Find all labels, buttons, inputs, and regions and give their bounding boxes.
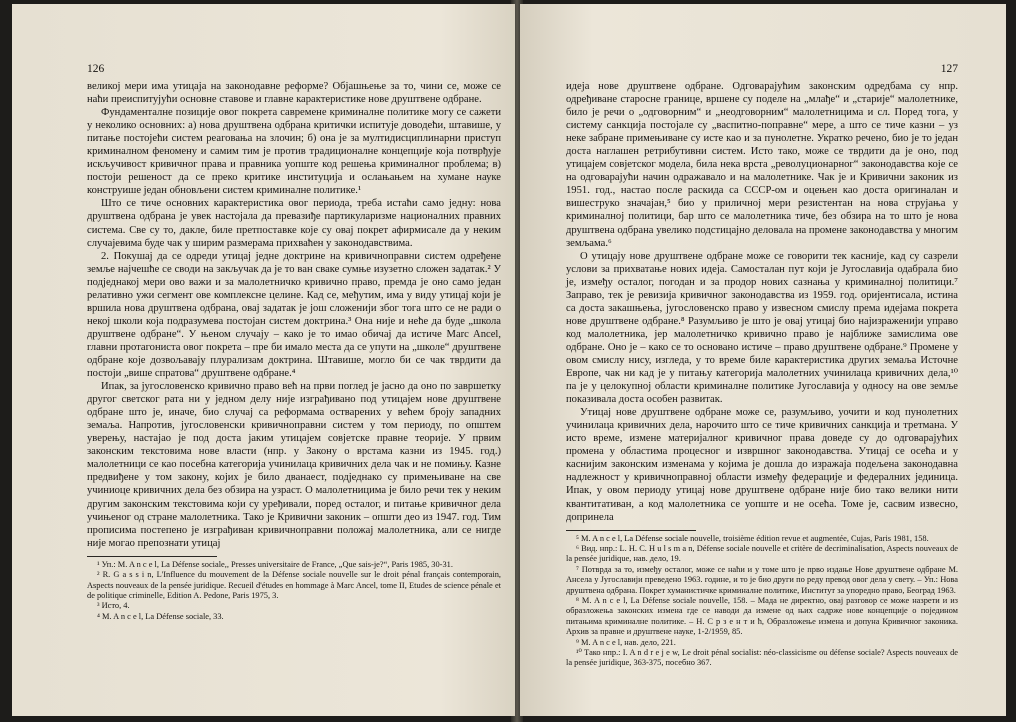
footnote: ⁵ M. A n c e l, La Défense sociale nouvelle, troisième édition revue et augmentée, Cujas, Paris 1981, 158. <box>576 533 929 543</box>
footnote: ⁸ M. A n c e l, La Défense sociale nouvelle, 158. – Мада не директно, овај разговор се може назрети и из образложења законских измена где се наводи да измене од њих садрже нове концепције о поједином питањима криминалне политике. – Н. С р з е н т и ћ, Образложење измена и допуна Кривичног законика. Архив за правне и друштвене науке, 1-2/1959, 85. <box>566 596 958 637</box>
footnote: ¹⁰ Тако нпр.: I. A n d r e j e w, Le droit pénal socialist: néo-classicisme ou défense sociale? Aspects nouveaux de la pensée juridique, 363-375, посебно 367. <box>566 648 958 668</box>
footnote: ² R. G a s s i n, L'Influence du mouvement de la Défense sociale nouvelle sur le droit pénal français contemporain, Aspects nouveaux de la pensée juridique. Recueil d'études en hommage à Marc Ancel, tome II, Etudes de science pénale et de politique criminelle, Edition A. Pedone, Paris 1975, 3. <box>87 570 501 600</box>
paragraph: О утицају нове друштвене одбране може се говорити тек касније, кад су сазрели услови за прихватање нових идеја. Самосталан пут који је Југославија одабрала био је, између осталог, погодан и за продор нових сазнања у криминалној политици.⁷ Заправо, тек је ревизија кривичног законодавства из 1959. год. оријентисала, истина са доста закашњења, југословенско право у извесном смислу према идејама покрета нове друштвене одбране.⁸ Разумљиво је што је овај утицај био најизраженији управо код малолетника, јер малолетничко кривично право је најближе замислима ове одбране. Оно је – како се то основано истиче – право друштвене одбране.⁹ Промене у овом смислу нису, изгледа, у то време биле карактеристика других земаља Источне Европе, чак ни кад је у питању категорија малолетних учинилаца кривичних дела,¹⁰ па је у целокупној области криминалне политике Југославија у односу на ове земље показивала доста особен развитак. <box>566 250 958 406</box>
footnote: ³ Исто, 4. <box>97 601 130 611</box>
footnote: ⁴ M. A n c e l, La Défense sociale, 33. <box>97 611 224 621</box>
paragraph: Утицај нове друштвене одбране може се, разумљиво, уочити и код пунолетних учинилаца кривичних дела, нарочито што се тиче кривичних санкција и третмана. У исто време, измене материјалног кривичног права доведе су до одговарајућих промена у областима процесног и извршног законодавства. Утицај се осећа и у каснијим законским изменама у којима је дошла до изражаја подељена законодавна надлежност у кривичноправној области између федерације и федералних јединица. Ипак, у овом периоду утицај нове друштвене одбране није био тако велики нити квантитативан, а код малолетника се уопште и не осећа. Томе је, сасвим извесно, допринела <box>566 407 958 523</box>
left-page-body <box>87 80 501 550</box>
paragraph: 2. Покушај да се одреди утицај једне доктрине на кривичноправни систем одређене земље најчешће се своди на закључак да је то ван сваке сумње изузетно сложен задатак.² У подједнакој мери ово важи и за малолетничко кривично право, премда је оно само један релативно ужи сегмент ове комплексне целине. Кад се, међутим, има у виду утицај који је вршила нова друштвена одбрана, овај задатак је још сложенији због тога што се не ради о некој школи која подразумева постојан систем доктрина.³ Она није и неће да буде „школа друштвене одбране“. У њеном случају – како је то имао обичај да истиче Marc Ancel, главни протагониста овог покрета – пре би имало места да се упути на „школе“ друштвене одбране које дозвољавају плурализам доктрина. Штавише, могло би се чак тврдити да постоји „више спратова“ друштвене одбране.⁴ <box>87 250 501 380</box>
page-number-right: 127 <box>940 63 958 75</box>
footnote: ⁶ Вид. нпр.: L. H. C. H u l s m a n, Défense sociale nouvelle et critère de decriminalisation, Aspects nouveaux de la pensée juridique, нав. дело, 19. <box>566 544 958 564</box>
paragraph: Што се тиче основних карактеристика овог периода, треба истаћи само једну: нова друштвена одбрана је увек настојала да превазиђе партикуларизме националних правних система. Све су то, дакле, биле претпоставке које су овај покрет афирмисале да у неким случајевима буде чак у ширим размерама прихваћен у законодавствима. <box>87 198 501 249</box>
footnote: ⁹ M. A n c e l, нав. дело, 221. <box>576 637 676 647</box>
footnote: ¹ Уп.: M. A n c e l, La Défense sociale,, Presses universitaire de France, „Que sais-je?“, Paris 1985, 30-31. <box>97 559 453 569</box>
left-page <box>12 4 515 716</box>
right-page-body <box>566 80 958 524</box>
left-footnotes <box>87 560 501 622</box>
footnote: ⁷ Потврда за то, између осталог, може се наћи и у томе што је прво издање Нове друштвене одбране М. Ансела у Југославији преведено 1963. године, и то је био други по реду превод овог дела у свету. – Уп.: Нова друштвена одбрана. Покрет хуманистичке криминалне политике, Институт за упоредно право, Београд 1963. <box>566 564 958 595</box>
paragraph: Ипак, за југословенско кривично право већ на први поглед је јасно да оно по завршетку другог светског рата ни у једном делу није изграђивано под утицајем нове друштвене одбране што је, иначе, био случај са реформама остварених у већем броју западних земаља. Напротив, југословенски кривичноправни систем у том периоду, по општем уверењу, настајао је под доста јаким утицајем совјетске правне теорије. У првим законским текстовима нове власти (нпр. у Закону о врстама казни из 1945. год.) малолетници се као посебна категорија учинилаца кривичних дела чак и не помињу. Казне предвиђене у том закону, којих је било дванаест, подједнако су примењиване на све учиниоце кривичних дела без обзира на узраст. О малолетницима је било речи тек у неким другим законским текстовима који су уређивали, поред осталог, и питање кривичног дела учињеног од стране малолетника. Тако је Кривични законик – општи део из 1947. год. Тим прописима постепено је изграђиван кривичноправни положај малолетника, али се нигде није могао препознати утицај <box>87 381 501 549</box>
footnote-rule <box>87 556 217 557</box>
footnote-rule <box>566 530 696 531</box>
right-page <box>520 4 1006 716</box>
paragraph: великој мери има утицаја на законодавне реформе? Објашњење за то, чини се, може се наћи преиспитујући основне ставове и главне карактеристике нове друштвене одбране. <box>87 81 501 106</box>
paragraph: Фундаменталне позиције овог покрета савремене криминалне политике могу се сажети у неколико основних: а) нова друштвена одбрана критички испитује доводећи, штавише, у питање постојећи систем реаговања на злочин; б) она је за мултидисциплинарни приступ криминалном феномену и самим тим је против традиционалне концепције која потврђује искључивост кривичног права и правника уопште код решења криминалног проблема; в) постоји решеност да се преко критике институција и ослањањем на хумане науке конструише један обновљени систем криминалне политике.¹ <box>87 107 501 197</box>
paragraph: идеја нове друштвене одбране. Одговарајућим законским одредбама су нпр. одређиване старосне границе, вршене су поделе на „млађе“ и „старије“ малолетнике, било је речи о „одговорним“ и „неодговорним“ малолетницима и сл. Поред тога, у систему санкција постојале су „васпитно-поправне“ мере, а што се тиче казни – уз неке забране примењиване су исте као и за пунолетне. Укратко речено, био је то један доста наглашен ретрибутивни систем. Исто тако, може се тврдити да је оно, под утицајем совјетског модела, била нека врста „револуционарног“ законодавства које се на одговарајући начин одражавало и на малолетнике. Чак је и Кривични законик из 1951. год., настао после раскида са СССР-ом и оцењен као доста оригиналан и вишеструко значајан,⁵ био у приличној мери резистентан на нова струјања у криминалној политици, бар што се малолетника тиче, без обзира на то што је нова друштвена одбрана увелико подстицајно деловала на промене законодавства у многим земљама.⁶ <box>566 81 958 249</box>
page-number-left: 126 <box>87 63 105 75</box>
right-footnotes <box>566 534 958 669</box>
